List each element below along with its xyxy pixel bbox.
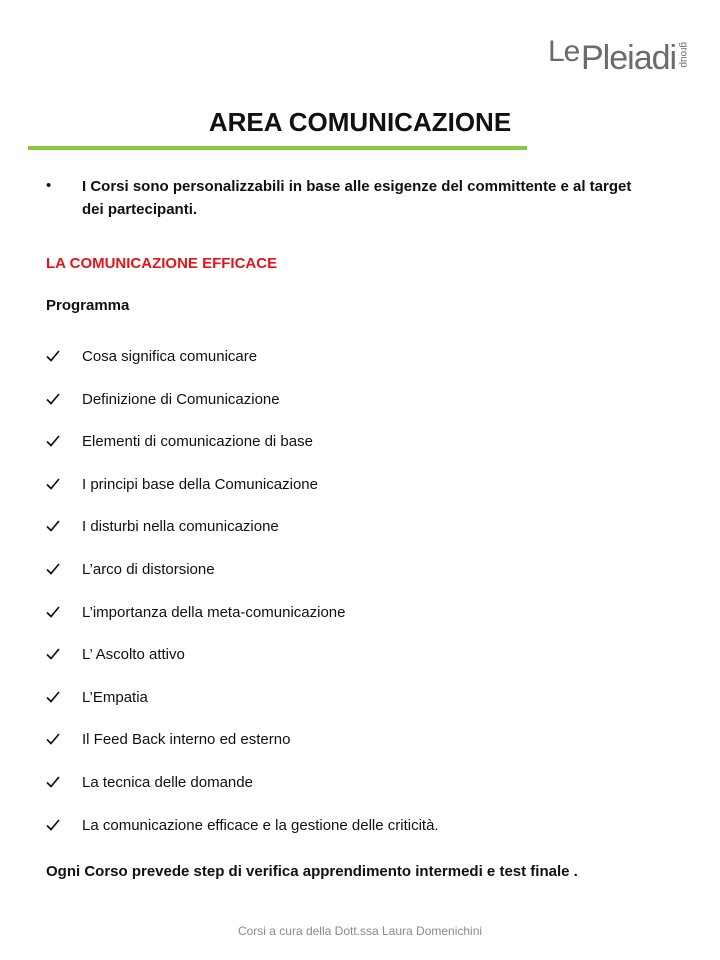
check-mark-icon xyxy=(46,645,64,660)
check-mark-icon xyxy=(46,347,64,362)
list-item-label: L’importanza della meta-comunicazione xyxy=(82,603,346,621)
logo-le-text: Le xyxy=(548,35,580,68)
check-mark-icon xyxy=(46,432,64,447)
list-item-label: Cosa significa comunicare xyxy=(82,348,258,365)
check-mark-icon xyxy=(46,603,64,618)
list-item-label: L’ Ascolto attivo xyxy=(82,646,185,664)
check-mark-icon xyxy=(46,560,64,575)
list-item-label: Il Feed Back interno ed esterno xyxy=(82,731,291,749)
check-mark-icon xyxy=(46,816,64,831)
footer-credit: Corsi a cura della Dott.ssa Laura Domenichini xyxy=(237,924,483,938)
check-mark-icon xyxy=(46,773,64,788)
list-item-label: L’Empatia xyxy=(82,688,148,706)
list-item-label: L’arco di distorsione xyxy=(82,560,215,578)
title-underline xyxy=(28,146,527,150)
check-mark-icon xyxy=(46,688,64,703)
list-item-label: La tecnica delle domande xyxy=(82,773,253,791)
check-mark-icon xyxy=(46,475,64,490)
intro-text: I Corsi sono personalizzabili in base alle esigenze del committente e al target dei partecipanti. xyxy=(82,178,632,218)
bullet-icon: • xyxy=(46,177,52,194)
section-title: LA COMUNICAZIONE EFFICACE xyxy=(46,255,278,272)
logo-group-text: group xyxy=(678,42,689,68)
list-item-label: La comunicazione efficace e la gestione delle criticità. xyxy=(82,816,439,834)
company-logo xyxy=(548,34,698,78)
check-mark-icon xyxy=(46,517,64,532)
programma-heading: Programma xyxy=(46,297,130,314)
list-item-label: I disturbi nella comunicazione xyxy=(82,518,279,536)
logo-pleiadi-text: Pleiadi xyxy=(581,39,677,77)
list-item-label: I principi base della Comunicazione xyxy=(82,475,318,493)
check-mark-icon xyxy=(46,730,64,745)
list-item-label: Elementi di comunicazione di base xyxy=(82,433,313,451)
check-mark-icon xyxy=(46,390,64,405)
page-title: AREA COMUNICAZIONE xyxy=(208,107,512,137)
closing-note: Ogni Corso prevede step di verifica apprendimento intermedi e test finale . xyxy=(46,863,578,880)
list-item-label: Definizione di Comunicazione xyxy=(82,390,280,408)
